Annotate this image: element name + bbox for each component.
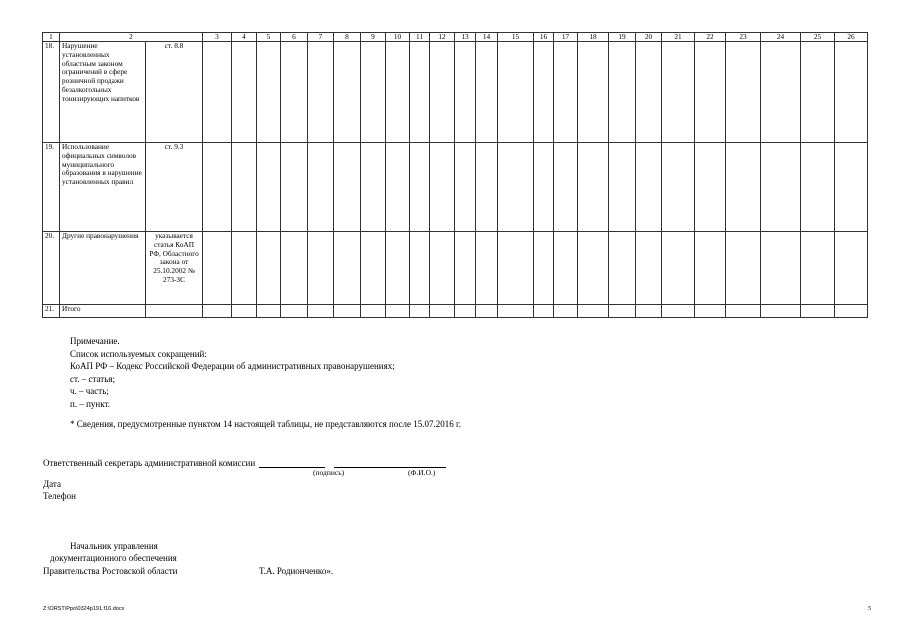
data-cell bbox=[835, 232, 868, 305]
notes-block bbox=[70, 335, 395, 411]
column-header: 23 bbox=[726, 33, 761, 42]
data-cell bbox=[835, 305, 868, 318]
data-cell bbox=[578, 42, 609, 143]
data-cell bbox=[761, 143, 801, 232]
data-cell bbox=[498, 232, 534, 305]
data-cell bbox=[554, 42, 578, 143]
data-cell bbox=[232, 232, 257, 305]
column-header: 2 bbox=[60, 33, 203, 42]
article-ref: указывается статья КоАП РФ, Областного закона от 25.10.2002 № 273-ЗС bbox=[146, 232, 203, 305]
violation-name: Другие правонарушения bbox=[60, 232, 146, 305]
data-cell bbox=[203, 305, 232, 318]
data-cell bbox=[498, 143, 534, 232]
data-cell bbox=[801, 143, 835, 232]
column-header: 1 bbox=[43, 33, 60, 42]
data-cell bbox=[554, 143, 578, 232]
data-cell bbox=[334, 143, 361, 232]
data-cell bbox=[455, 143, 476, 232]
notes-item: п. – пункт. bbox=[70, 398, 110, 409]
column-header: 18 bbox=[578, 33, 609, 42]
data-cell bbox=[203, 232, 232, 305]
notes-item: КоАП РФ – Кодекс Российской Федерации об административных правонарушениях; bbox=[70, 361, 395, 372]
phone-label: Телефон bbox=[43, 491, 76, 501]
data-cell bbox=[203, 42, 232, 143]
row-number: 19. bbox=[43, 143, 60, 232]
data-cell bbox=[308, 232, 334, 305]
data-cell bbox=[835, 143, 868, 232]
data-cell bbox=[203, 143, 232, 232]
data-cell bbox=[498, 42, 534, 143]
data-cell bbox=[257, 143, 281, 232]
official-line-3: Правительства Ростовской области bbox=[43, 566, 178, 576]
row-number: 20. bbox=[43, 232, 60, 305]
signature-line bbox=[43, 458, 446, 468]
data-cell bbox=[801, 232, 835, 305]
data-cell bbox=[662, 42, 695, 143]
data-cell bbox=[281, 42, 308, 143]
data-cell bbox=[726, 232, 761, 305]
page-number: 5 bbox=[868, 606, 871, 612]
data-cell bbox=[257, 232, 281, 305]
data-cell bbox=[334, 42, 361, 143]
data-cell bbox=[726, 143, 761, 232]
data-cell bbox=[386, 143, 410, 232]
data-cell bbox=[308, 143, 334, 232]
data-cell bbox=[476, 143, 498, 232]
signature-blank bbox=[259, 458, 325, 468]
data-cell bbox=[430, 305, 455, 318]
data-cell bbox=[534, 143, 554, 232]
data-cell bbox=[695, 42, 726, 143]
data-cell bbox=[801, 42, 835, 143]
data-cell bbox=[835, 42, 868, 143]
data-cell bbox=[476, 232, 498, 305]
article-ref bbox=[146, 305, 203, 318]
violation-name: Итого bbox=[60, 305, 146, 318]
data-cell bbox=[257, 42, 281, 143]
data-cell bbox=[410, 143, 430, 232]
official-line-1: Начальник управления bbox=[70, 541, 158, 551]
official-line-2: документационного обеспечения bbox=[50, 553, 177, 563]
data-cell bbox=[430, 232, 455, 305]
data-cell bbox=[361, 232, 386, 305]
data-cell bbox=[361, 42, 386, 143]
data-cell bbox=[455, 305, 476, 318]
data-cell bbox=[695, 305, 726, 318]
data-cell bbox=[455, 42, 476, 143]
data-cell bbox=[455, 232, 476, 305]
data-cell bbox=[578, 143, 609, 232]
column-header: 12 bbox=[430, 33, 455, 42]
data-cell bbox=[534, 232, 554, 305]
column-header: 14 bbox=[476, 33, 498, 42]
data-cell bbox=[361, 143, 386, 232]
sign-caption: (подпись) bbox=[313, 468, 345, 477]
column-header: 10 bbox=[386, 33, 410, 42]
data-cell bbox=[281, 232, 308, 305]
column-header: 5 bbox=[257, 33, 281, 42]
table-row bbox=[43, 232, 868, 305]
column-header: 8 bbox=[334, 33, 361, 42]
data-cell bbox=[386, 42, 410, 143]
data-cell bbox=[232, 305, 257, 318]
data-cell bbox=[534, 305, 554, 318]
article-ref: ст. 9.3 bbox=[146, 143, 203, 232]
data-cell bbox=[257, 305, 281, 318]
secretary-label: Ответственный секретарь административной комиссии bbox=[43, 458, 256, 468]
data-cell bbox=[554, 232, 578, 305]
column-header: 15 bbox=[498, 33, 534, 42]
data-cell bbox=[334, 305, 361, 318]
column-header: 6 bbox=[281, 33, 308, 42]
column-header: 26 bbox=[835, 33, 868, 42]
data-cell bbox=[636, 232, 662, 305]
data-cell bbox=[534, 42, 554, 143]
notes-title: Примечание. bbox=[70, 336, 120, 346]
column-header: 9 bbox=[361, 33, 386, 42]
data-cell bbox=[801, 305, 835, 318]
data-cell bbox=[695, 143, 726, 232]
data-cell bbox=[308, 305, 334, 318]
notes-item: ч. – часть; bbox=[70, 386, 109, 397]
data-cell bbox=[609, 42, 636, 143]
table-header-row bbox=[43, 33, 868, 42]
data-cell bbox=[609, 143, 636, 232]
file-path: Z:\ORST\Ppo\0324p191.f16.docx bbox=[43, 606, 125, 612]
data-cell bbox=[609, 305, 636, 318]
data-cell bbox=[761, 305, 801, 318]
column-header: 17 bbox=[554, 33, 578, 42]
row-number: 21. bbox=[43, 305, 60, 318]
data-cell bbox=[410, 42, 430, 143]
column-header: 20 bbox=[636, 33, 662, 42]
notes-item: ст. – статья; bbox=[70, 373, 115, 384]
column-header: 22 bbox=[695, 33, 726, 42]
data-cell bbox=[726, 305, 761, 318]
column-header: 19 bbox=[609, 33, 636, 42]
column-header: 13 bbox=[455, 33, 476, 42]
data-cell bbox=[662, 232, 695, 305]
column-header: 24 bbox=[761, 33, 801, 42]
footnote: * Сведения, предусмотренные пунктом 14 настоящей таблицы, не представляются после 15.07.2016 г. bbox=[70, 419, 461, 429]
data-cell bbox=[281, 305, 308, 318]
data-cell bbox=[476, 42, 498, 143]
data-cell bbox=[695, 232, 726, 305]
column-header: 16 bbox=[534, 33, 554, 42]
data-cell bbox=[636, 143, 662, 232]
column-header: 7 bbox=[308, 33, 334, 42]
data-cell bbox=[386, 232, 410, 305]
data-cell bbox=[361, 305, 386, 318]
table-row bbox=[43, 143, 868, 232]
data-cell bbox=[232, 143, 257, 232]
violation-name: Нарушение установленных областным законом ограничений в сфере розничной продажи безалкогольных тонизирующих напитков bbox=[60, 42, 146, 143]
data-cell bbox=[578, 305, 609, 318]
data-cell bbox=[386, 305, 410, 318]
data-cell bbox=[232, 42, 257, 143]
data-cell bbox=[498, 305, 534, 318]
data-cell bbox=[554, 305, 578, 318]
data-cell bbox=[578, 232, 609, 305]
data-cell bbox=[430, 42, 455, 143]
column-header: 3 bbox=[203, 33, 232, 42]
data-cell bbox=[476, 305, 498, 318]
article-ref: ст. 8.8 bbox=[146, 42, 203, 143]
name-caption: (Ф.И.О.) bbox=[408, 468, 436, 477]
data-cell bbox=[726, 42, 761, 143]
data-cell bbox=[308, 42, 334, 143]
data-cell bbox=[636, 42, 662, 143]
data-cell bbox=[662, 143, 695, 232]
row-number: 18. bbox=[43, 42, 60, 143]
data-cell bbox=[410, 232, 430, 305]
data-cell bbox=[662, 305, 695, 318]
data-cell bbox=[609, 232, 636, 305]
column-header: 21 bbox=[662, 33, 695, 42]
data-cell bbox=[410, 305, 430, 318]
data-cell bbox=[761, 42, 801, 143]
report-table bbox=[42, 32, 868, 318]
column-header: 11 bbox=[410, 33, 430, 42]
violation-name: Использование официальных символов муниципального образования в нарушение установленных правил bbox=[60, 143, 146, 232]
table-row bbox=[43, 305, 868, 318]
data-cell bbox=[281, 143, 308, 232]
column-header: 4 bbox=[232, 33, 257, 42]
data-cell bbox=[636, 305, 662, 318]
data-cell bbox=[761, 232, 801, 305]
official-name: Т.А. Родионченко». bbox=[259, 566, 334, 576]
notes-intro: Список используемых сокращений: bbox=[70, 348, 207, 359]
table-row bbox=[43, 42, 868, 143]
column-header: 25 bbox=[801, 33, 835, 42]
date-label: Дата bbox=[43, 479, 61, 489]
data-cell bbox=[334, 232, 361, 305]
name-blank bbox=[334, 458, 446, 468]
data-cell bbox=[430, 143, 455, 232]
